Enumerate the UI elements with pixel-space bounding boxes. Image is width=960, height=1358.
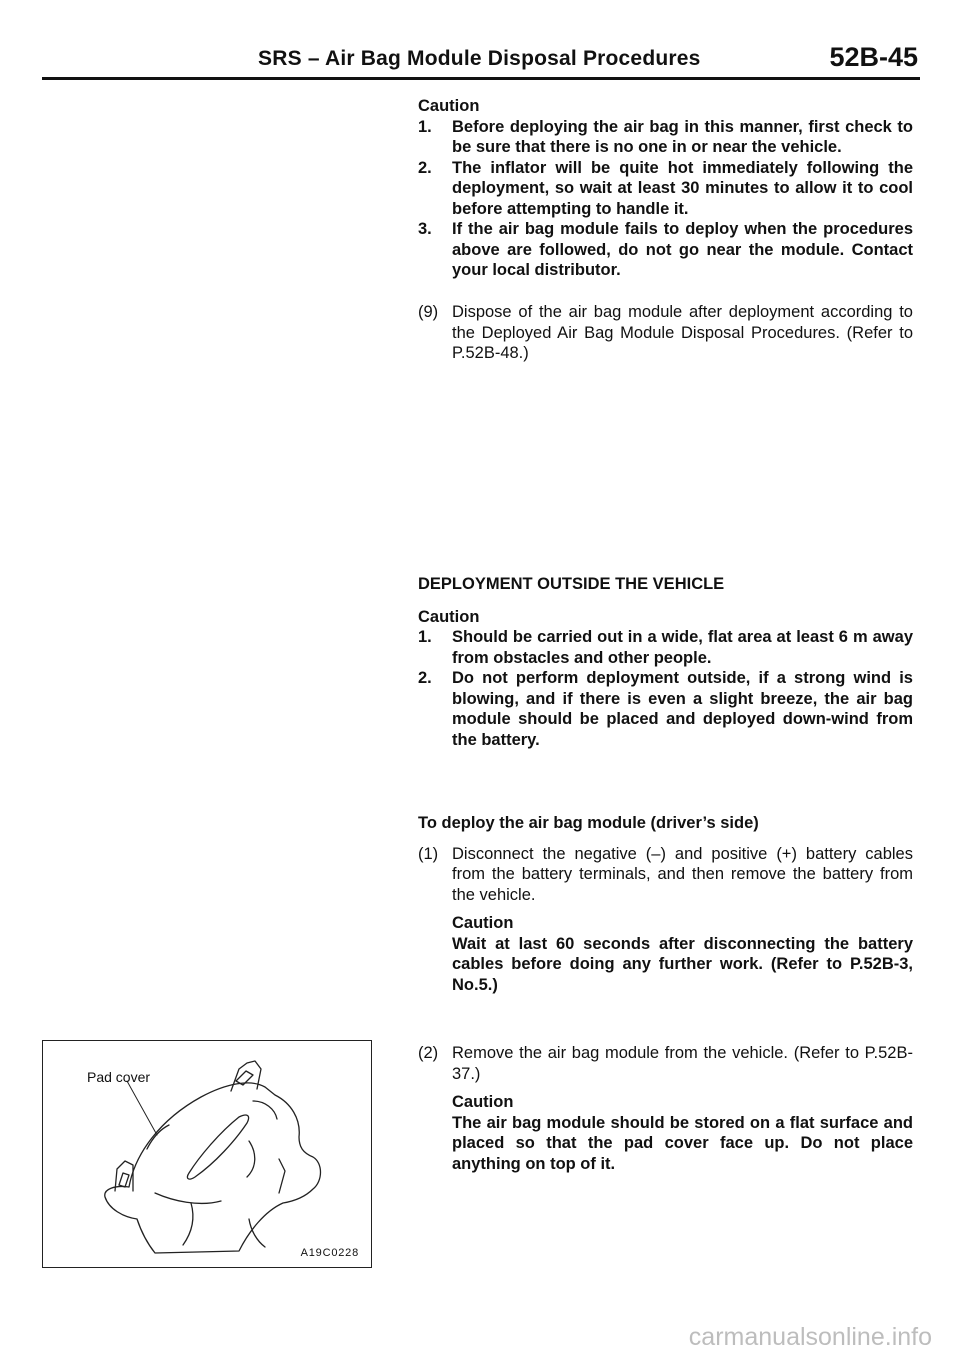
caution-item: 1. Before deploying the air bag in this manner, first check to be sure that there is no one in or near the vehicle.: [418, 117, 913, 156]
caution-item: 3. If the air bag module fails to deploy when the procedures above are followed, do not go near the module. Contact your local distributor.: [418, 220, 913, 279]
caution-heading: Caution: [452, 914, 514, 932]
step-9: [418, 302, 913, 364]
pad-cover-label: Pad cover: [87, 1069, 151, 1085]
section-heading: DEPLOYMENT OUTSIDE THE VEHICLE: [418, 575, 725, 593]
caution-block-top: [418, 96, 913, 281]
procedure-section: [418, 813, 913, 995]
step-9-text: (9) Dispose of the air bag module after deployment according to the Deployed Air Bag Module Disposal Procedures. (Refer to P.52B-48.): [418, 303, 913, 362]
header-rule: [42, 77, 920, 80]
caution-text: The air bag module should be stored on a flat surface and placed so that the pad cover face up. Do not place anything on top of it.: [452, 1113, 913, 1173]
figure-id: A19C0228: [300, 1247, 359, 1259]
caution-list-outside: [418, 627, 913, 750]
caution-heading: Caution: [418, 607, 480, 626]
caution-item: 2. The inflator will be quite hot immediately following the deployment, so wait at least 30 minutes to allow it to cool before attempting to handle it.: [418, 158, 913, 218]
page-number: 52B-45: [829, 42, 918, 72]
procedure-heading: To deploy the air bag module (driver’s side): [418, 814, 759, 832]
caution-item: 1. Should be carried out in a wide, flat area at least 6 m away from obstacles and other people.: [418, 628, 913, 667]
step-2-section: [418, 1043, 913, 1174]
step-1: (1) Disconnect the negative (–) and positive (+) battery cables from the battery terminals, and then remove the battery from the vehicle.: [418, 844, 913, 904]
caution-heading: Caution: [452, 1093, 514, 1111]
footer-watermark-url: carmanualsonline.info: [688, 1323, 932, 1351]
deployment-outside-section: [418, 574, 913, 750]
caution-list-top: [418, 117, 913, 281]
step-2: (2) Remove the air bag module from the vehicle. (Refer to P.52B-37.): [418, 1044, 913, 1083]
step-2-caution: [418, 1092, 913, 1174]
caution-heading: Caution: [418, 97, 480, 115]
header-title: SRS – Air Bag Module Disposal Procedures: [258, 47, 701, 70]
caution-text: Wait at last 60 seconds after disconnecting the battery cables before doing any further work. (Refer to P.52B-3, No.5.): [452, 934, 913, 994]
figure-pad-cover: [42, 1040, 372, 1268]
step-1-caution: [418, 913, 913, 995]
caution-item: 2. Do not perform deployment outside, if a strong wind is blowing, and if there is even a slight breeze, the air bag module should be placed and deployed down-wind from the battery.: [418, 669, 913, 749]
